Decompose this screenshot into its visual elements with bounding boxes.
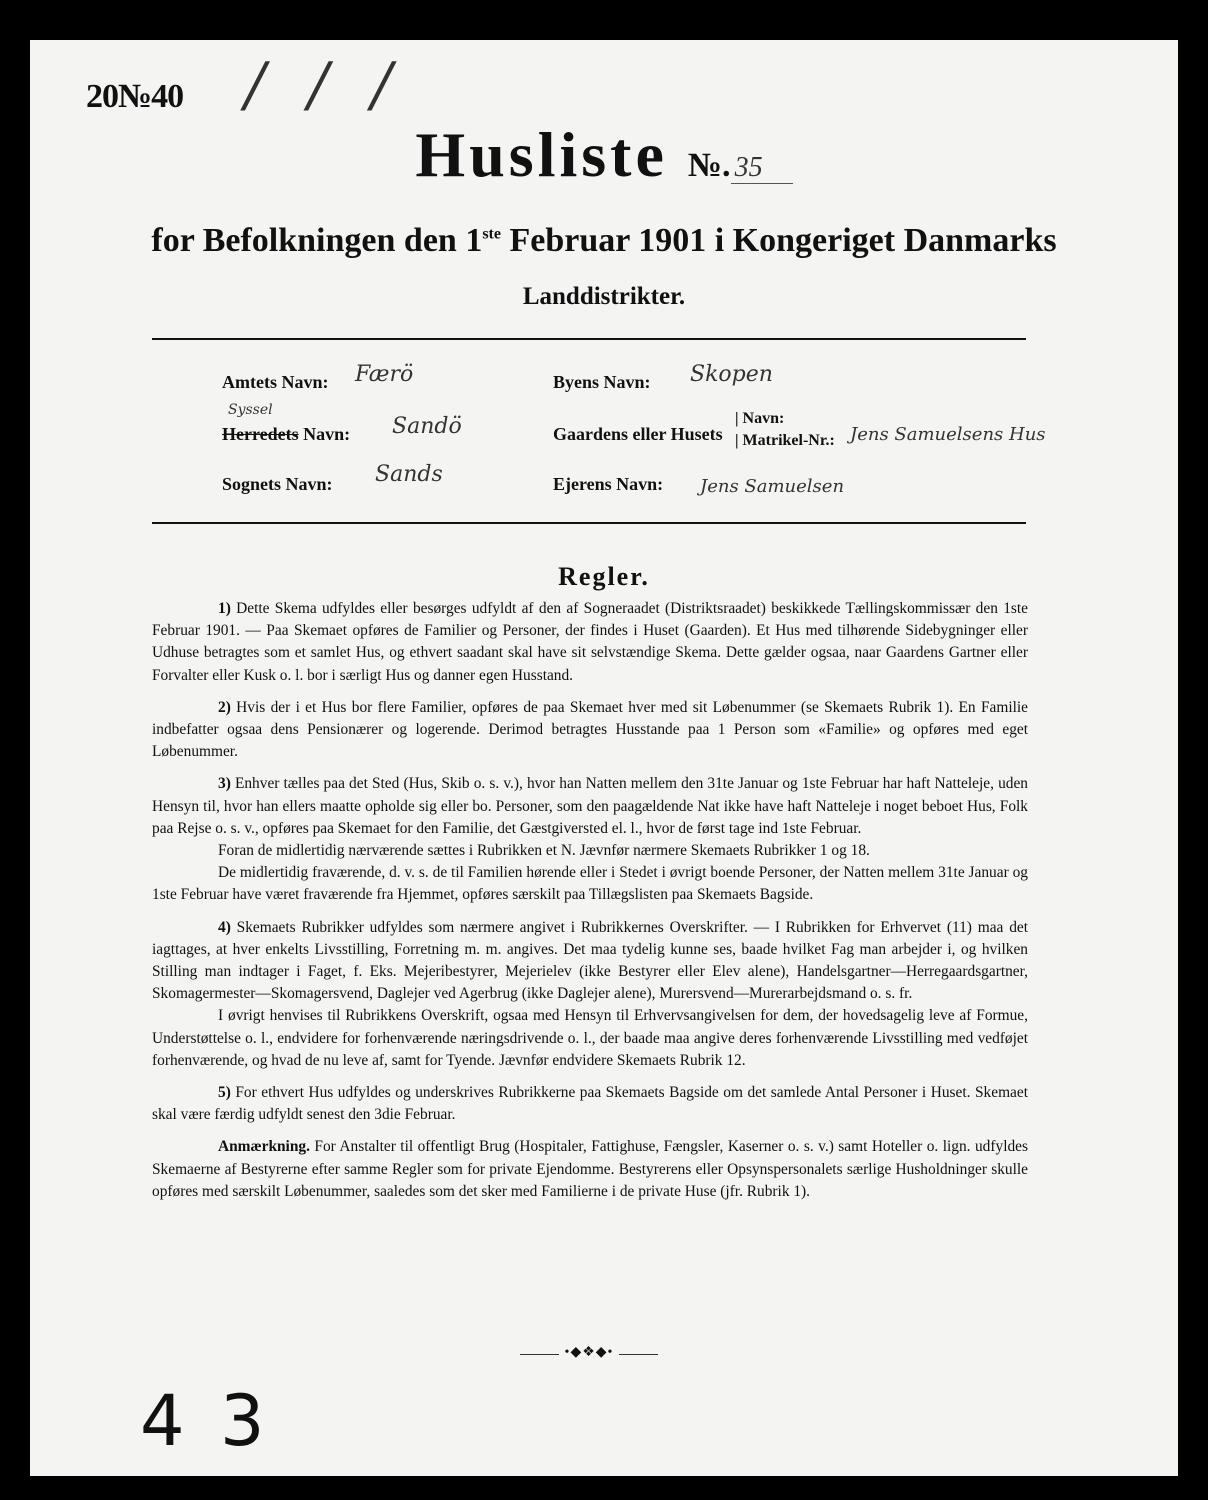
rules-heading: Regler. xyxy=(558,562,650,591)
gaard-value: Jens Samuelsens Hus xyxy=(850,424,1046,445)
herred-inserted-word: Syssel xyxy=(228,402,273,418)
gaard-sublabels xyxy=(735,408,835,452)
ejer-label: Ejerens Navn: xyxy=(553,474,664,494)
rule-3a: 3) Enhver tælles paa det Sted (Hus, Skib o. s. v.), hvor han Natten mellem den 31te Januar og 1ste Februar har haft Natteleje, uden Hensyn til, hvor han ellers maatte opholde sig eller bo. Personer, som den paagældende Nat ikke have haft Natteleje i noget beboet Hus, Folk paa Rejse o. s. v., opføres paa Skemaet for den Familie, det Gæstgiversted el. l., hvor de først tage ind 1ste Februar. xyxy=(152,775,1028,837)
ejer-value: Jens Samuelsen xyxy=(700,476,845,497)
rule-4b: I øvrigt henvises til Rubrikkens Overskrift, ogsaa med Hensyn til Erhvervsangivelsen for dem, der hovedsagelig leve af Formue, Understøttelse o. l., endvidere for forhenværende næringsdrivende o. l., der baade maa angive deres forhenværende Livsstilling med vedføjet forhenværende, og hvad de nu leve af, samt for Tyende. Jævnfør endvidere Skemaets Rubrik 12. xyxy=(152,1007,1028,1069)
ornament-icon: •◆❖◆• xyxy=(559,1344,619,1361)
rule-2: 2) Hvis der i et Hus bor flere Familier, opføres de paa Skemaet hver med sit Løbenummer (se Skemaets Rubrik 1). En Familie indbefatter ogsaa dens Pensionærer og logerende. Derimod betragtes Husstande paa 1 Person som «Familie» og opføres med eget Løbenummer. xyxy=(152,698,1028,761)
sogn-value: Sands xyxy=(375,462,443,487)
rule-4a: 4) Skemaets Rubrikker udfyldes som nærmere angivet i Rubrikkernes Overskrifter. — I Rubrikken for Erhvervet (11) maa det iagttages, at hver enkelts Livsstilling, Forretning m. m. angives. Det maa tydelig kunne ses, baade hvilket Fag man arbejder i, og hvilken Stilling man indtager i Faget, f. Eks. Mejeribestyrer, Mejerielev (ikke Bestyrer eller Elev alene), Handelsgartner—Herregaardsgartner, Skomagermester—Skomagersvend, Daglejer ved Agerbrug (ikke Daglejer alene), Murersvend—Murerarbejdsmand o. s. fr. xyxy=(152,918,1028,1003)
form-title xyxy=(0,118,1208,192)
gaard-label: Gaardens eller Husets xyxy=(553,424,723,444)
rule-3b: Foran de midlertidig nærværende sættes i Rubrikken et N. Jævnfør nærmere Skemaets Rubrikker 1 og 18. xyxy=(218,842,870,860)
herred-value: Sandö xyxy=(392,414,462,439)
rule-1: 1) Dette Skema udfyldes eller besørges udfyldt af den af Sogneraadet (Distriktsraadet) beskikkede Tællingskommissær den 1ste Februar 1901. — Paa Skemaet opføres de Familier og Personer, der findes i Huset (Gaarden). Et Hus med tilhørende Sidebygninger eller Udhuse betragtes som et samlet Hus, og ethvert saadant skal have sit selvstændige Skema. Dette gælder ogsaa, naar Gaardens Gartner eller Forvalter eller Kusk o. l. bor i særligt Hus og danner egen Husstand. xyxy=(152,600,1028,684)
sogn-label: Sognets Navn: xyxy=(222,474,333,494)
herred-label: Herredets Navn: xyxy=(222,424,351,444)
form-subtitle: for Befolkningen den 1ste Februar 1901 i Kongeriget Danmarks xyxy=(151,222,1057,259)
handwritten-number-a: 4 xyxy=(140,1380,185,1462)
rules-body xyxy=(152,598,1028,1213)
gaard-sub-matrikel: | Matrikel-Nr.: xyxy=(735,432,835,449)
house-list-number: 35 xyxy=(731,152,793,184)
rule-3c: De midlertidig fraværende, d. v. s. de til Familien hørende eller i Stedet i øvrigt boende Personer, der Natten mellem 31te Januar og 1ste Februar have været fraværende fra Hjemmet, opføres særskilt paa Tillægslisten paa Skemaets Bagside. xyxy=(152,864,1028,904)
by-value: Skopen xyxy=(690,362,773,387)
amt-label: Amtets Navn: xyxy=(222,372,329,392)
archive-stamp: 20№40 xyxy=(86,78,184,115)
pencil-marks: / / / xyxy=(245,50,404,120)
divider-top xyxy=(152,338,1026,340)
handwritten-number-b: 3 xyxy=(220,1380,265,1462)
by-label: Byens Navn: xyxy=(553,372,651,392)
rule-5: 5) For ethvert Hus udfyldes og underskrives Rubrikkerne paa Skemaets Bagside om det samlede Antal Personer i Huset. Skemaet skal være færdig udfyldt senest den 3die Februar. xyxy=(152,1084,1028,1124)
amt-value: Færö xyxy=(355,362,414,387)
title-text: Husliste xyxy=(415,119,668,190)
district-heading: Landdistrikter. xyxy=(522,283,686,310)
annotation-note: Anmærkning. For Anstalter til offentligt Brug (Hospitaler, Fattighuse, Fængsler, Kaserner o. s. v.) samt Hoteller o. lign. udfyldes Skemaerne af Bestyrerne efter samme Regler som for private Ejendomme. Bestyrerens eller Opsynspersonalets særlige Husholdninger skulle opføres med særskilt Løbenummer, saaledes som det sker med Familierne i de private Huse (jfr. Rubrik 1). xyxy=(152,1138,1028,1200)
divider-bottom xyxy=(152,522,1026,524)
number-prefix: №. xyxy=(687,147,731,184)
gaard-sub-navn: | Navn: xyxy=(735,410,785,427)
